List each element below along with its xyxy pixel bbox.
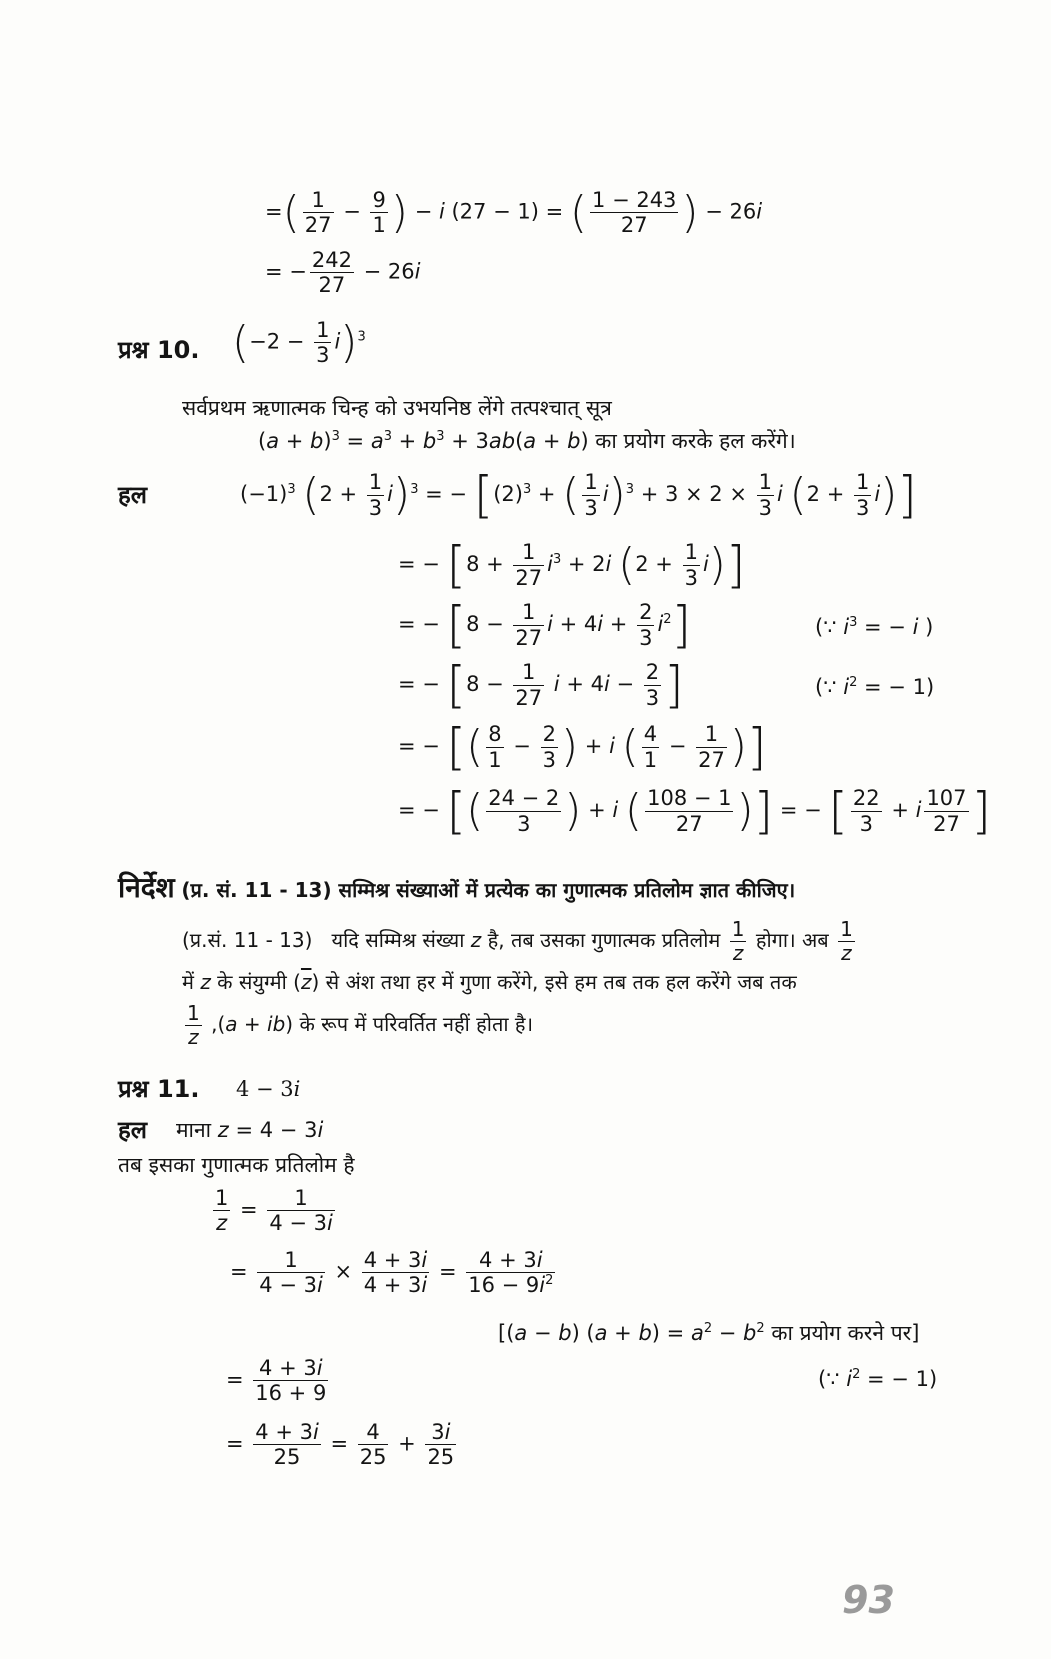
q10-intro-line1: सर्वप्रथम ऋणात्मक चिन्ह को उभयनिष्ठ लेंगे तत्पश्चात् सूत्र: [182, 396, 612, 420]
q10-hal-label: हल: [118, 481, 148, 509]
q10-step3: = − [8 − $\frac{1}{27}$ i + 4i + $\frac{2}{3}$ $i^2$]: [398, 596, 692, 654]
page-number: 93: [842, 1578, 895, 1622]
eq-q9-line1: =( $\frac{1}{27}$ − $\frac{9}{1}$ ) − i (27 − 1) = ( $\frac{1 - 243}{27}$ ) − 26i: [265, 186, 763, 238]
q10-step2: = − [8 + $\frac{1}{27}$ $i^3 + 2i$ (2 + $\frac{1}{3}$ i)]: [398, 536, 746, 594]
q11-step2: = $\frac{1}{4 - 3i}$ × $\frac{4 + 3i}{4 + 3i}$ = $\frac{4 + 3i}{16 - 9i^2}$: [230, 1248, 554, 1298]
q11-note2: [(a − b) $(a + b) = a^2 - b^2$ का प्रयोग करने पर]: [498, 1321, 920, 1345]
q11-note3: (∵ $i^2$ = − 1): [818, 1367, 938, 1391]
q11-step4: = $\frac{4 + 3i}{25}$ = $\frac{4}{25}$ + $\frac{3i}{25}$: [226, 1420, 455, 1470]
nirdesh-text: (प्र. सं. 11 - 13) सम्मिश्र संख्याओं में प्रत्येक का गुणात्मक प्रतिलोम ज्ञात कीजिए।: [181, 878, 796, 902]
nirdesh-heading: [118, 871, 796, 904]
q10-step5: = − [( $\frac{8}{1}$ − $\frac{2}{3}$ ) + i ( $\frac{4}{1}$ − $\frac{1}{27}$ )]: [398, 718, 767, 776]
q10-label: प्रश्न 10.: [118, 336, 200, 364]
eq-q9-line2: = − $\frac{242}{27}$ − 26i: [265, 248, 421, 298]
q11-step1: $\frac{1}{z}$ = $\frac{1}{4 - 3i}$: [215, 1186, 333, 1236]
nirdesh-para2: में z के संयुग्मी $(\overline{z})$ से अंश तथा हर में गुणा करेंगे, इसे हम तब तक हल करेंगे जब तक: [182, 970, 797, 994]
nirdesh-title: निर्देश: [118, 871, 175, 904]
q11-hal-label: हल: [118, 1116, 148, 1144]
q10-step4: = − [8 − $\frac{1}{27}$ i + 4i − $\frac{2}{3}$ ]: [398, 656, 684, 714]
nirdesh-para3: $\frac{1}{z}$ ,(a + ib) के रूप में परिवर्तित नहीं होता है।: [187, 1001, 534, 1049]
q11-step3: = $\frac{4 + 3i}{16 + 9}$: [226, 1356, 327, 1406]
q10-expression: (−2 − $\frac{1}{3}$ i)$^3$: [232, 316, 366, 368]
q10-step1: $(-1)^3$ (2 + $\frac{1}{3}$ i)$^3$ = − [$(2)^3$ + ( $\frac{1}{3}$ i)$^3$ + 3 × 2 × $\frac{1}{3}$ i (2 + $\frac{1}{3}$ i)]: [240, 466, 917, 524]
q10-note4: (∵ $i^2$ = − 1): [815, 675, 935, 699]
q10-step6: = − [( $\frac{24 - 2}{3}$ ) + i ( $\frac{108 - 1}{27}$ )] = − [ $\frac{22}{3}$ + i $\frac{107}{27}$ ]: [398, 782, 992, 840]
q10-intro-line2: $(a + b)^3 = a^3 + b^3 + 3ab(a + b)$ का प्रयोग करके हल करेंगे।: [258, 429, 796, 453]
nirdesh-para1: (प्र.सं. 11 - 13) यदि सम्मिश्र संख्या z है, तब उसका गुणात्मक प्रतिलोम $\frac{1}{z}$ होगा। अब $\frac{1}{z}$: [182, 917, 853, 965]
q11-inverse-text: तब इसका गुणात्मक प्रतिलोम है: [118, 1153, 355, 1177]
q11-let: माना z = 4 − 3i: [176, 1118, 324, 1142]
q10-note3: (∵ $i^3$ = − i ): [815, 615, 934, 639]
q11-label: प्रश्न 11.: [118, 1075, 200, 1103]
q11-expression: 4 − 3i: [236, 1077, 301, 1101]
